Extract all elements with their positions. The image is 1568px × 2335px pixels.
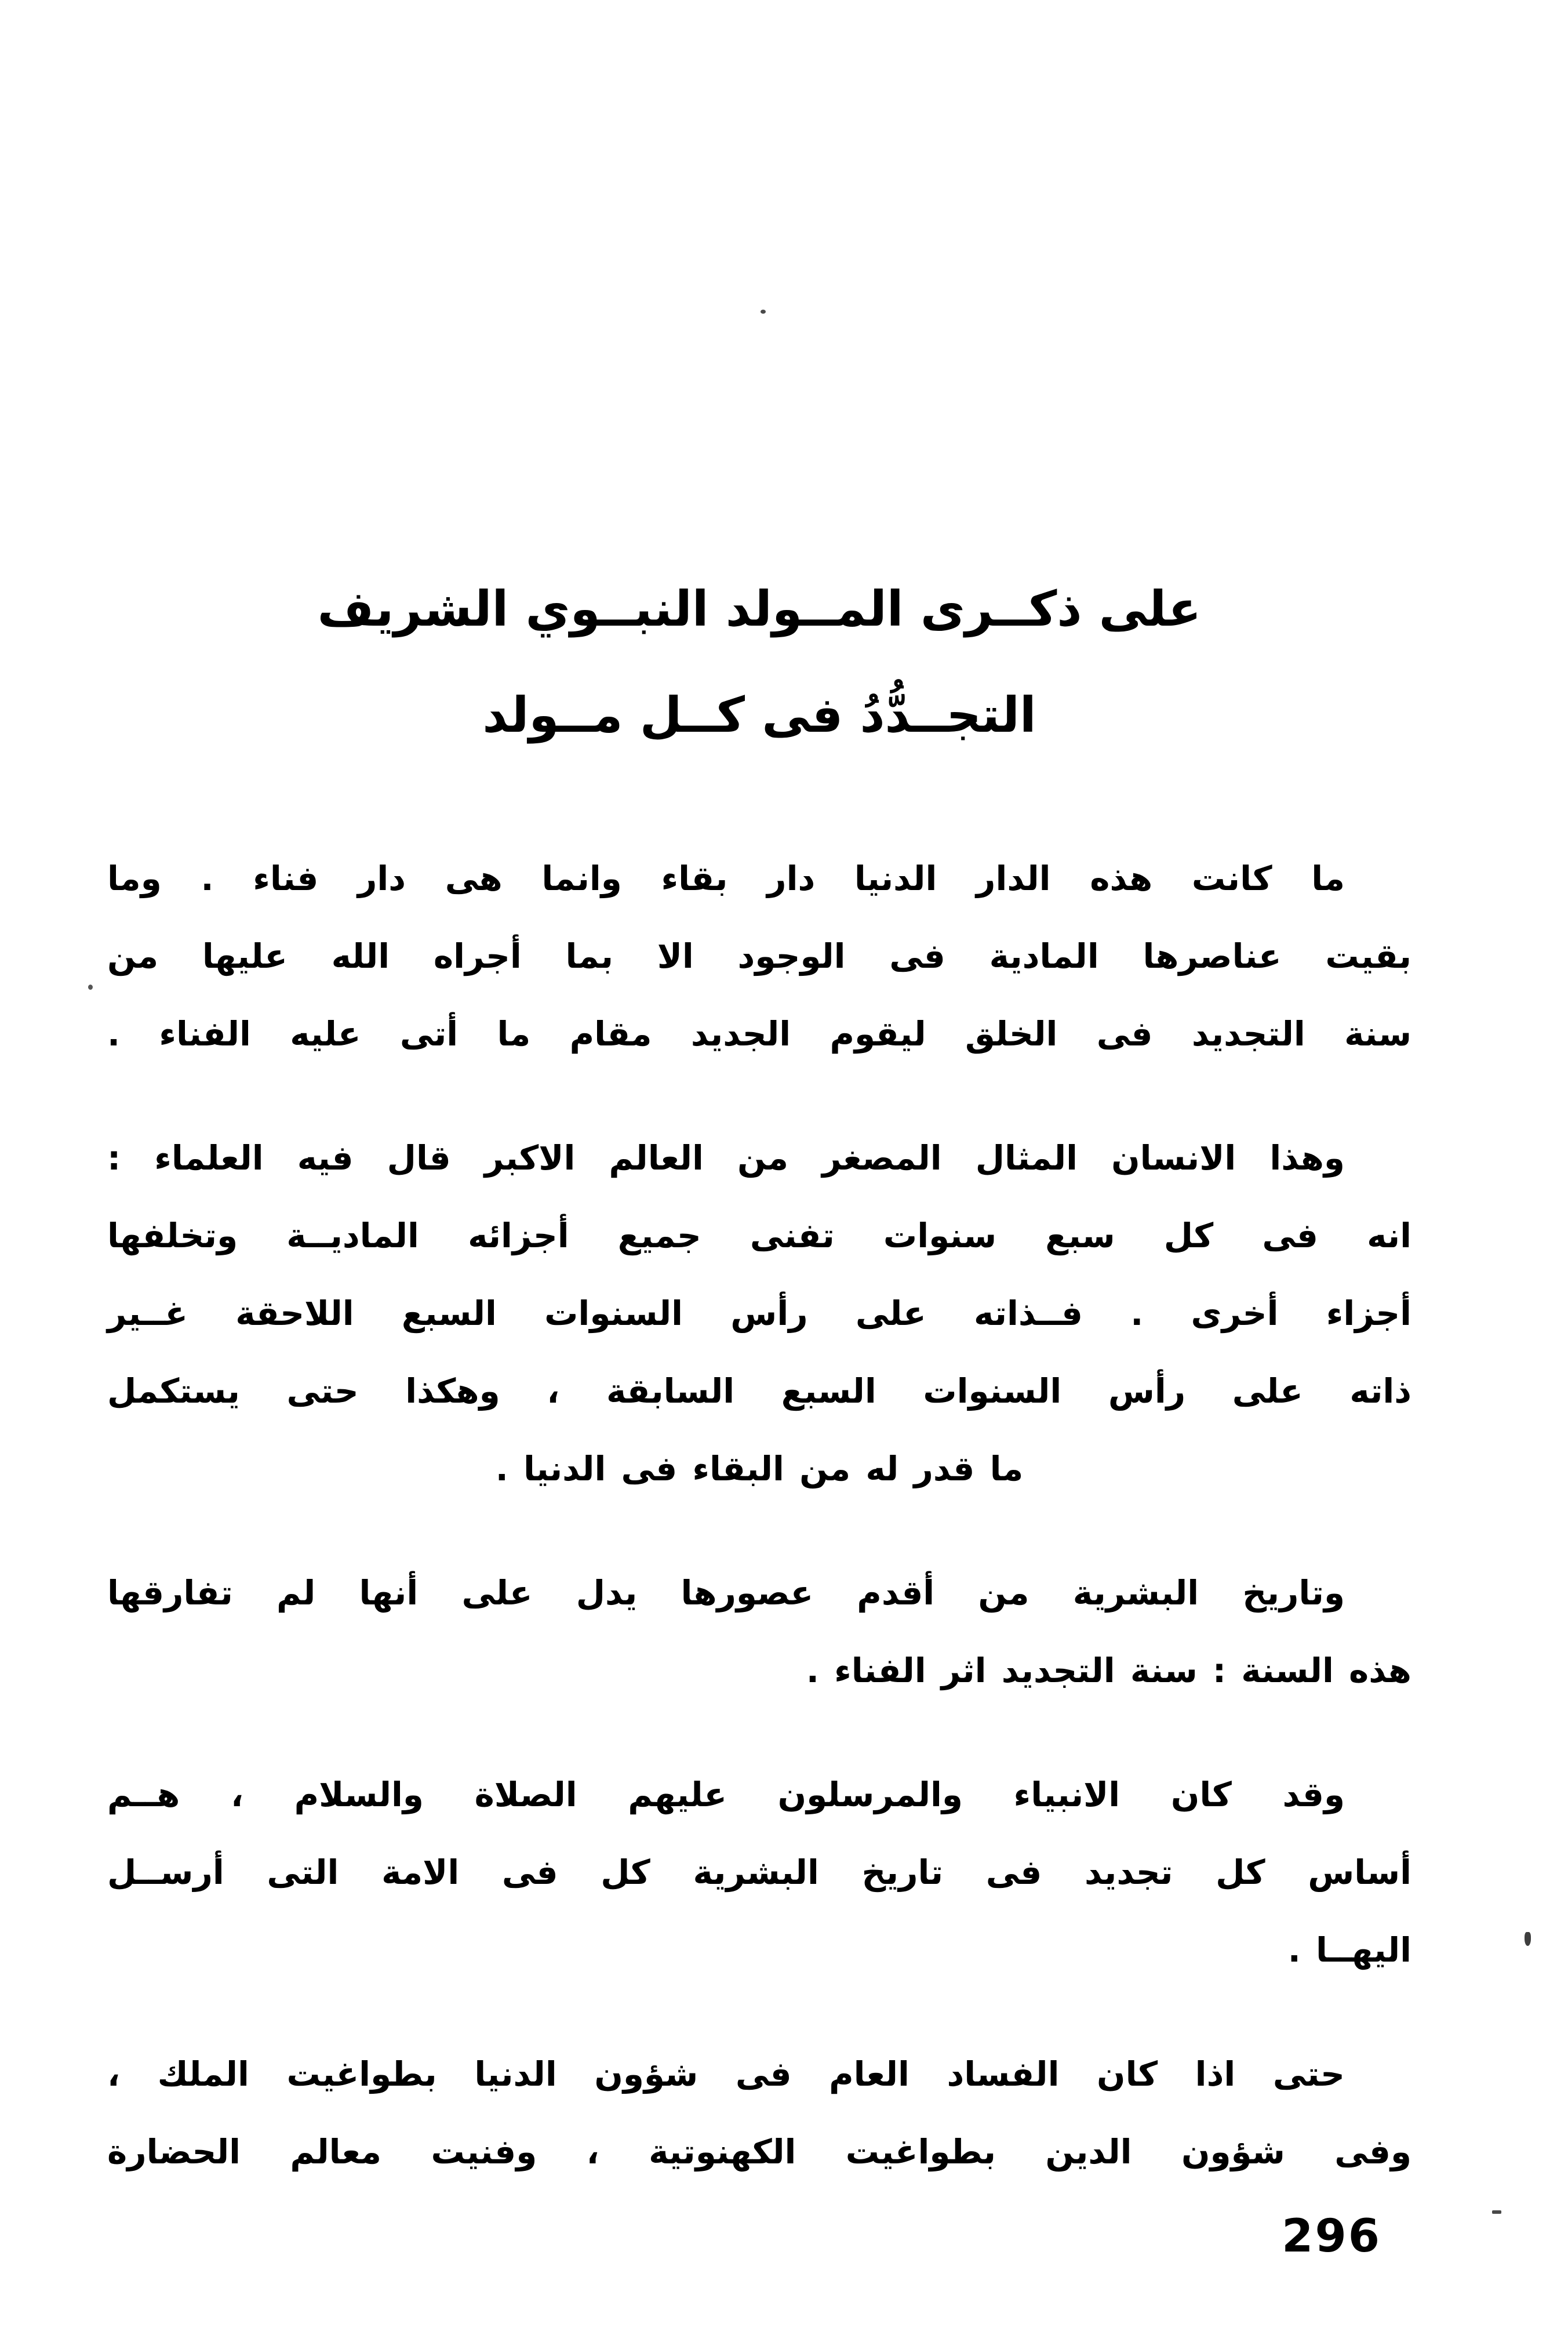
page-number: 296 bbox=[1282, 2210, 1381, 2263]
scan-speck bbox=[1525, 1932, 1531, 1946]
text-line: انه فى كل سبع سنوات تفنى جميع أجزائه الماديــة وتخلفها bbox=[107, 1216, 1411, 1255]
text-line: بقيت عناصرها المادية فى الوجود الا بما أجراه الله عليها من bbox=[107, 936, 1411, 976]
text-line: وهذا الانسان المثال المصغر من العالم الاكبر قال فيه العلماء : bbox=[107, 1138, 1345, 1178]
paragraph bbox=[107, 1554, 1411, 1709]
text-line: هذه السنة : سنة التجديد اثر الفناء . bbox=[806, 1651, 1411, 1690]
text-line: وتاريخ البشرية من أقدم عصورها يدل على أنها لم تفارقها bbox=[107, 1573, 1345, 1613]
text-line: ذاته على رأس السنوات السبع السابقة ، وهكذا حتى يستكمل bbox=[107, 1371, 1411, 1411]
scan-speck bbox=[88, 985, 93, 990]
paragraph bbox=[107, 840, 1411, 1073]
text-line: حتى اذا كان الفساد العام فى شؤون الدنيا بطواغيت الملك ، bbox=[107, 2054, 1345, 2094]
scan-speck bbox=[1492, 2210, 1501, 2214]
paragraph bbox=[107, 1119, 1411, 1508]
paragraph bbox=[107, 2035, 1411, 2191]
text-line: وقد كان الانبياء والمرسلون عليهم الصلاة والسلام ، هــم bbox=[107, 1775, 1345, 1814]
text-line: أجزاء أخرى . فــذاته على رأس السنوات السبع اللاحقة غــير bbox=[107, 1294, 1411, 1333]
paragraph bbox=[107, 1756, 1411, 1989]
text-line: اليهــا . bbox=[1287, 1930, 1411, 1970]
text-line: ما كانت هذه الدار الدنيا دار بقاء وانما هى دار فناء . وما bbox=[107, 859, 1345, 898]
text-line: ما قدر له من البقاء فى الدنيا . bbox=[495, 1449, 1024, 1488]
page-subtitle: التجــدُّدُ فى كــل مــولد bbox=[482, 687, 1036, 743]
text-line: أساس كل تجديد فى تاريخ البشرية كل فى الامة التى أرســل bbox=[107, 1853, 1411, 1892]
text-body bbox=[107, 840, 1411, 2237]
scan-speck bbox=[761, 310, 766, 314]
text-line: سنة التجديد فى الخلق ليقوم الجديد مقام ما أتى عليه الفناء . bbox=[107, 1014, 1411, 1054]
page-title: على ذكــرى المــولد النبــوي الشريف bbox=[317, 580, 1202, 637]
text-line: وفى شؤون الدين بطواغيت الكهنوتية ، وفنيت معالم الحضارة bbox=[107, 2132, 1411, 2171]
